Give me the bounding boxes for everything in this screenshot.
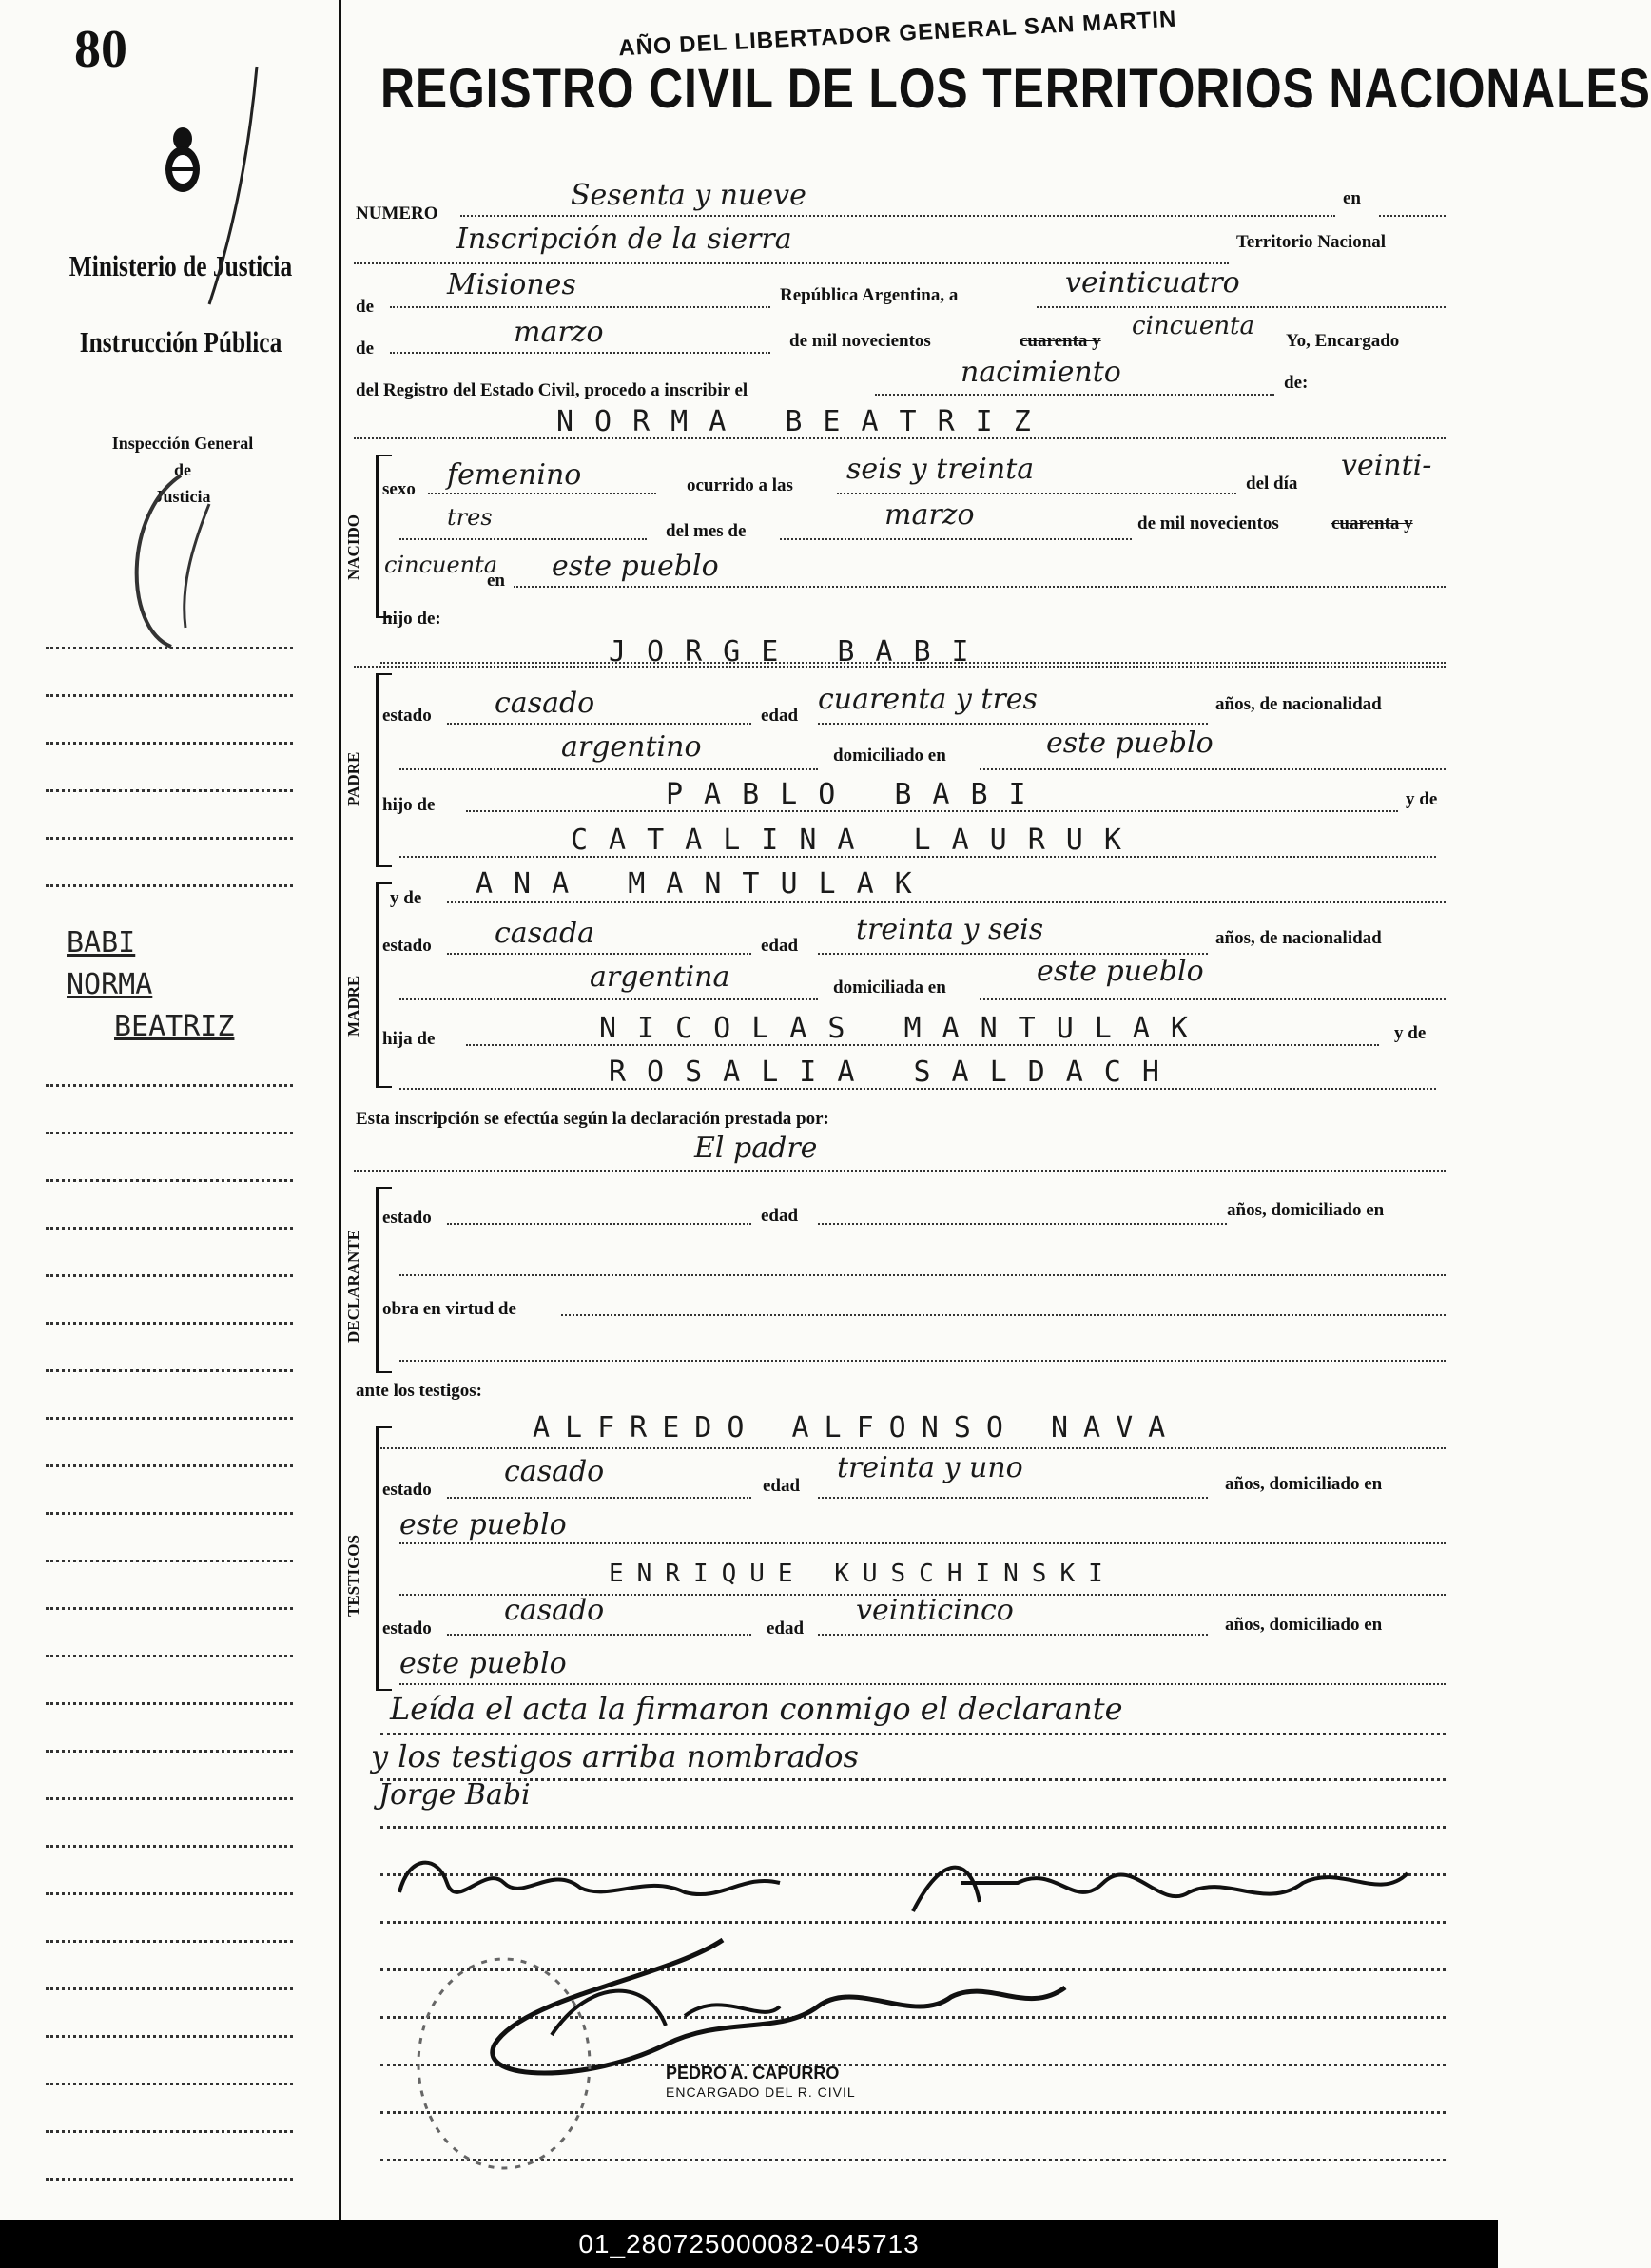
official-seal: [409, 1949, 599, 2178]
label-del-mes: del mes de: [666, 521, 747, 541]
label-estado-padre: estado: [382, 706, 432, 726]
section-label-testigos: TESTIGOS: [344, 1535, 362, 1617]
value-anio-nac: cincuenta: [384, 552, 498, 578]
value-numero: Sesenta y nueve: [571, 179, 806, 212]
label-hijo-de-colon: hijo de:: [382, 609, 441, 629]
year-motto: AÑO DEL LIBERTADOR GENERAL SAN MARTIN: [617, 6, 1177, 62]
label-estado-madre: estado: [382, 936, 432, 956]
section-bracket-madre: [376, 882, 392, 1088]
label-cuarenta-y: cuarenta y: [1020, 331, 1101, 351]
label-republica: República Argentina, a: [780, 285, 959, 305]
label-y-de-madre: y de: [390, 888, 422, 908]
label-de-1: de: [356, 297, 374, 317]
label-anos-nac-madre: años, de nacionalidad: [1215, 928, 1382, 948]
section-bracket-padre: [376, 673, 392, 867]
ministry-line-2: Instrucción Pública: [79, 325, 282, 359]
value-testigo1-estado: casado: [504, 1455, 605, 1488]
value-padre-estado: casado: [495, 687, 595, 720]
label-hijo-de-padre: hijo de: [382, 795, 436, 815]
closing-line-2: y los testigos arriba nombrados: [371, 1738, 859, 1774]
label-hija-de-madre: hija de: [382, 1029, 436, 1049]
label-domiciliada-madre: domiciliada en: [833, 978, 946, 998]
page-number: 80: [74, 20, 127, 79]
sub-department-line-1: Inspección General: [111, 434, 254, 453]
value-nombre: NORMA BEATRIZ: [556, 405, 1052, 438]
closing-line-1: Leída el acta la firmaron conmigo el declarante: [390, 1691, 1123, 1727]
document-title: REGISTRO CIVIL DE LOS TERRITORIOS NACIONALES: [380, 58, 1651, 120]
witness-signature-1: [380, 1845, 799, 1921]
label-y-de-madre-2: y de: [1394, 1023, 1427, 1043]
label-edad-padre: edad: [761, 706, 799, 726]
margin-divider: [339, 0, 341, 2220]
label-anos-dom-testigo1: años, domiciliado en: [1225, 1474, 1383, 1494]
value-dia-nac: veinti-: [1341, 449, 1432, 482]
declarant-signature: Jorge Babi: [379, 1778, 531, 1812]
value-madre-padre: NICOLAS MANTULAK: [599, 1012, 1209, 1045]
label-declaracion: Esta inscripción se efectúa según la declaración prestada por:: [356, 1109, 829, 1129]
value-madre-estado: casada: [495, 917, 595, 950]
value-mes-nac: marzo: [884, 498, 975, 532]
marginal-note: [57, 922, 333, 1048]
margin-ruled-lines: [46, 0, 293, 2220]
label-edad-declarante: edad: [761, 1206, 799, 1226]
value-tipo: nacimiento: [961, 356, 1121, 389]
value-madre-nombre: ANA MANTULAK: [476, 867, 933, 901]
label-testigos: ante los testigos:: [356, 1381, 482, 1401]
value-territorio: Inscripción de la sierra: [456, 223, 792, 256]
label-ocurrido: ocurrido a las: [687, 475, 793, 495]
label-edad-testigo1: edad: [763, 1476, 801, 1496]
stamp-title: ENCARGADO DEL R. CIVIL: [666, 2084, 856, 2100]
label-anos-nac-padre: años, de nacionalidad: [1215, 694, 1382, 714]
value-sexo: femenino: [447, 458, 582, 492]
label-sexo: sexo: [382, 479, 416, 499]
value-testigo1-edad: treinta y uno: [837, 1451, 1023, 1484]
label-obra: obra en virtud de: [382, 1299, 516, 1319]
value-testigo1-dom: este pueblo: [399, 1508, 567, 1541]
label-edad-testigo2: edad: [767, 1619, 805, 1638]
value-madre-nac: argentina: [590, 960, 730, 994]
value-padre-edad: cuarenta y tres: [818, 683, 1038, 716]
value-padre-nombre: JORGE BABI: [609, 635, 990, 669]
value-padre-nac: argentino: [561, 730, 702, 764]
marginal-note-surname: BABI: [67, 926, 136, 960]
label-de-2: de: [356, 339, 374, 359]
value-dia-nac-2: tres: [447, 504, 493, 531]
value-padre-dom: este pueblo: [1046, 727, 1214, 760]
value-mes: marzo: [514, 316, 604, 349]
label-del-dia: del día: [1246, 474, 1298, 494]
value-testigo2-estado: casado: [504, 1594, 605, 1627]
value-dia: veinticuatro: [1065, 266, 1240, 300]
value-madre-madre: ROSALIA SALDACH: [609, 1056, 1180, 1089]
label-edad-madre: edad: [761, 936, 799, 956]
marginal-note-first-name: NORMA: [67, 968, 153, 1001]
value-madre-edad: treinta y seis: [856, 913, 1044, 946]
section-bracket-testigos: [376, 1426, 392, 1691]
label-territorio: Territorio Nacional: [1236, 232, 1387, 252]
section-label-madre: MADRE: [344, 975, 362, 1037]
label-en: en: [1343, 188, 1361, 208]
value-testigo2-dom: este pueblo: [399, 1647, 567, 1680]
label-en-2: en: [487, 571, 505, 591]
label-domiciliado-padre: domiciliado en: [833, 746, 946, 766]
label-de-colon: de:: [1284, 373, 1309, 393]
value-anio: cincuenta: [1132, 312, 1255, 340]
label-anos-dom-declarante: años, domiciliado en: [1227, 1200, 1385, 1220]
sub-department-line-2: de: [174, 460, 191, 479]
marginal-note-middle-name: BEATRIZ: [114, 1010, 235, 1043]
value-provincia: Misiones: [447, 268, 576, 301]
value-testigo1: ALFREDO ALFONSO NAVA: [533, 1411, 1181, 1444]
value-declarante: El padre: [694, 1132, 818, 1165]
scan-id-footer: 01_280725000082-045713: [0, 2220, 1498, 2268]
label-de-mil: de mil novecientos: [789, 331, 931, 351]
label-estado-declarante: estado: [382, 1208, 432, 1228]
label-del-registro: del Registro del Estado Civil, procedo a inscribir el: [356, 380, 748, 400]
ministry-line-1: Ministerio de Justicia: [68, 249, 293, 282]
value-testigo2: ENRIQUE KUSCHINSKI: [609, 1560, 1117, 1588]
label-cuarenta-y-2: cuarenta y: [1331, 514, 1413, 533]
stamp-name: PEDRO A. CAPURRO: [666, 2064, 840, 2083]
value-padre-madre: CATALINA LAURUK: [571, 824, 1142, 857]
value-madre-dom: este pueblo: [1037, 955, 1204, 988]
label-estado-testigo1: estado: [382, 1480, 432, 1500]
section-label-nacido: NACIDO: [344, 514, 362, 580]
label-anos-dom-testigo2: años, domiciliado en: [1225, 1615, 1383, 1635]
value-padre-padre: PABLO BABI: [666, 778, 1047, 811]
section-label-padre: PADRE: [344, 751, 362, 806]
label-estado-testigo2: estado: [382, 1619, 432, 1638]
label-y-de-padre: y de: [1406, 789, 1438, 809]
value-testigo2-edad: veinticinco: [856, 1594, 1014, 1627]
label-yo-encargado: Yo, Encargado: [1286, 331, 1400, 351]
label-de-mil-novecientos: de mil novecientos: [1137, 514, 1279, 533]
value-lugar-nac: este pueblo: [552, 550, 719, 583]
label-numero: NUMERO: [356, 204, 438, 223]
value-hora: seis y treinta: [846, 453, 1035, 486]
sub-department-line-3: Justicia: [154, 487, 211, 506]
section-label-declarante: DECLARANTE: [344, 1229, 362, 1343]
